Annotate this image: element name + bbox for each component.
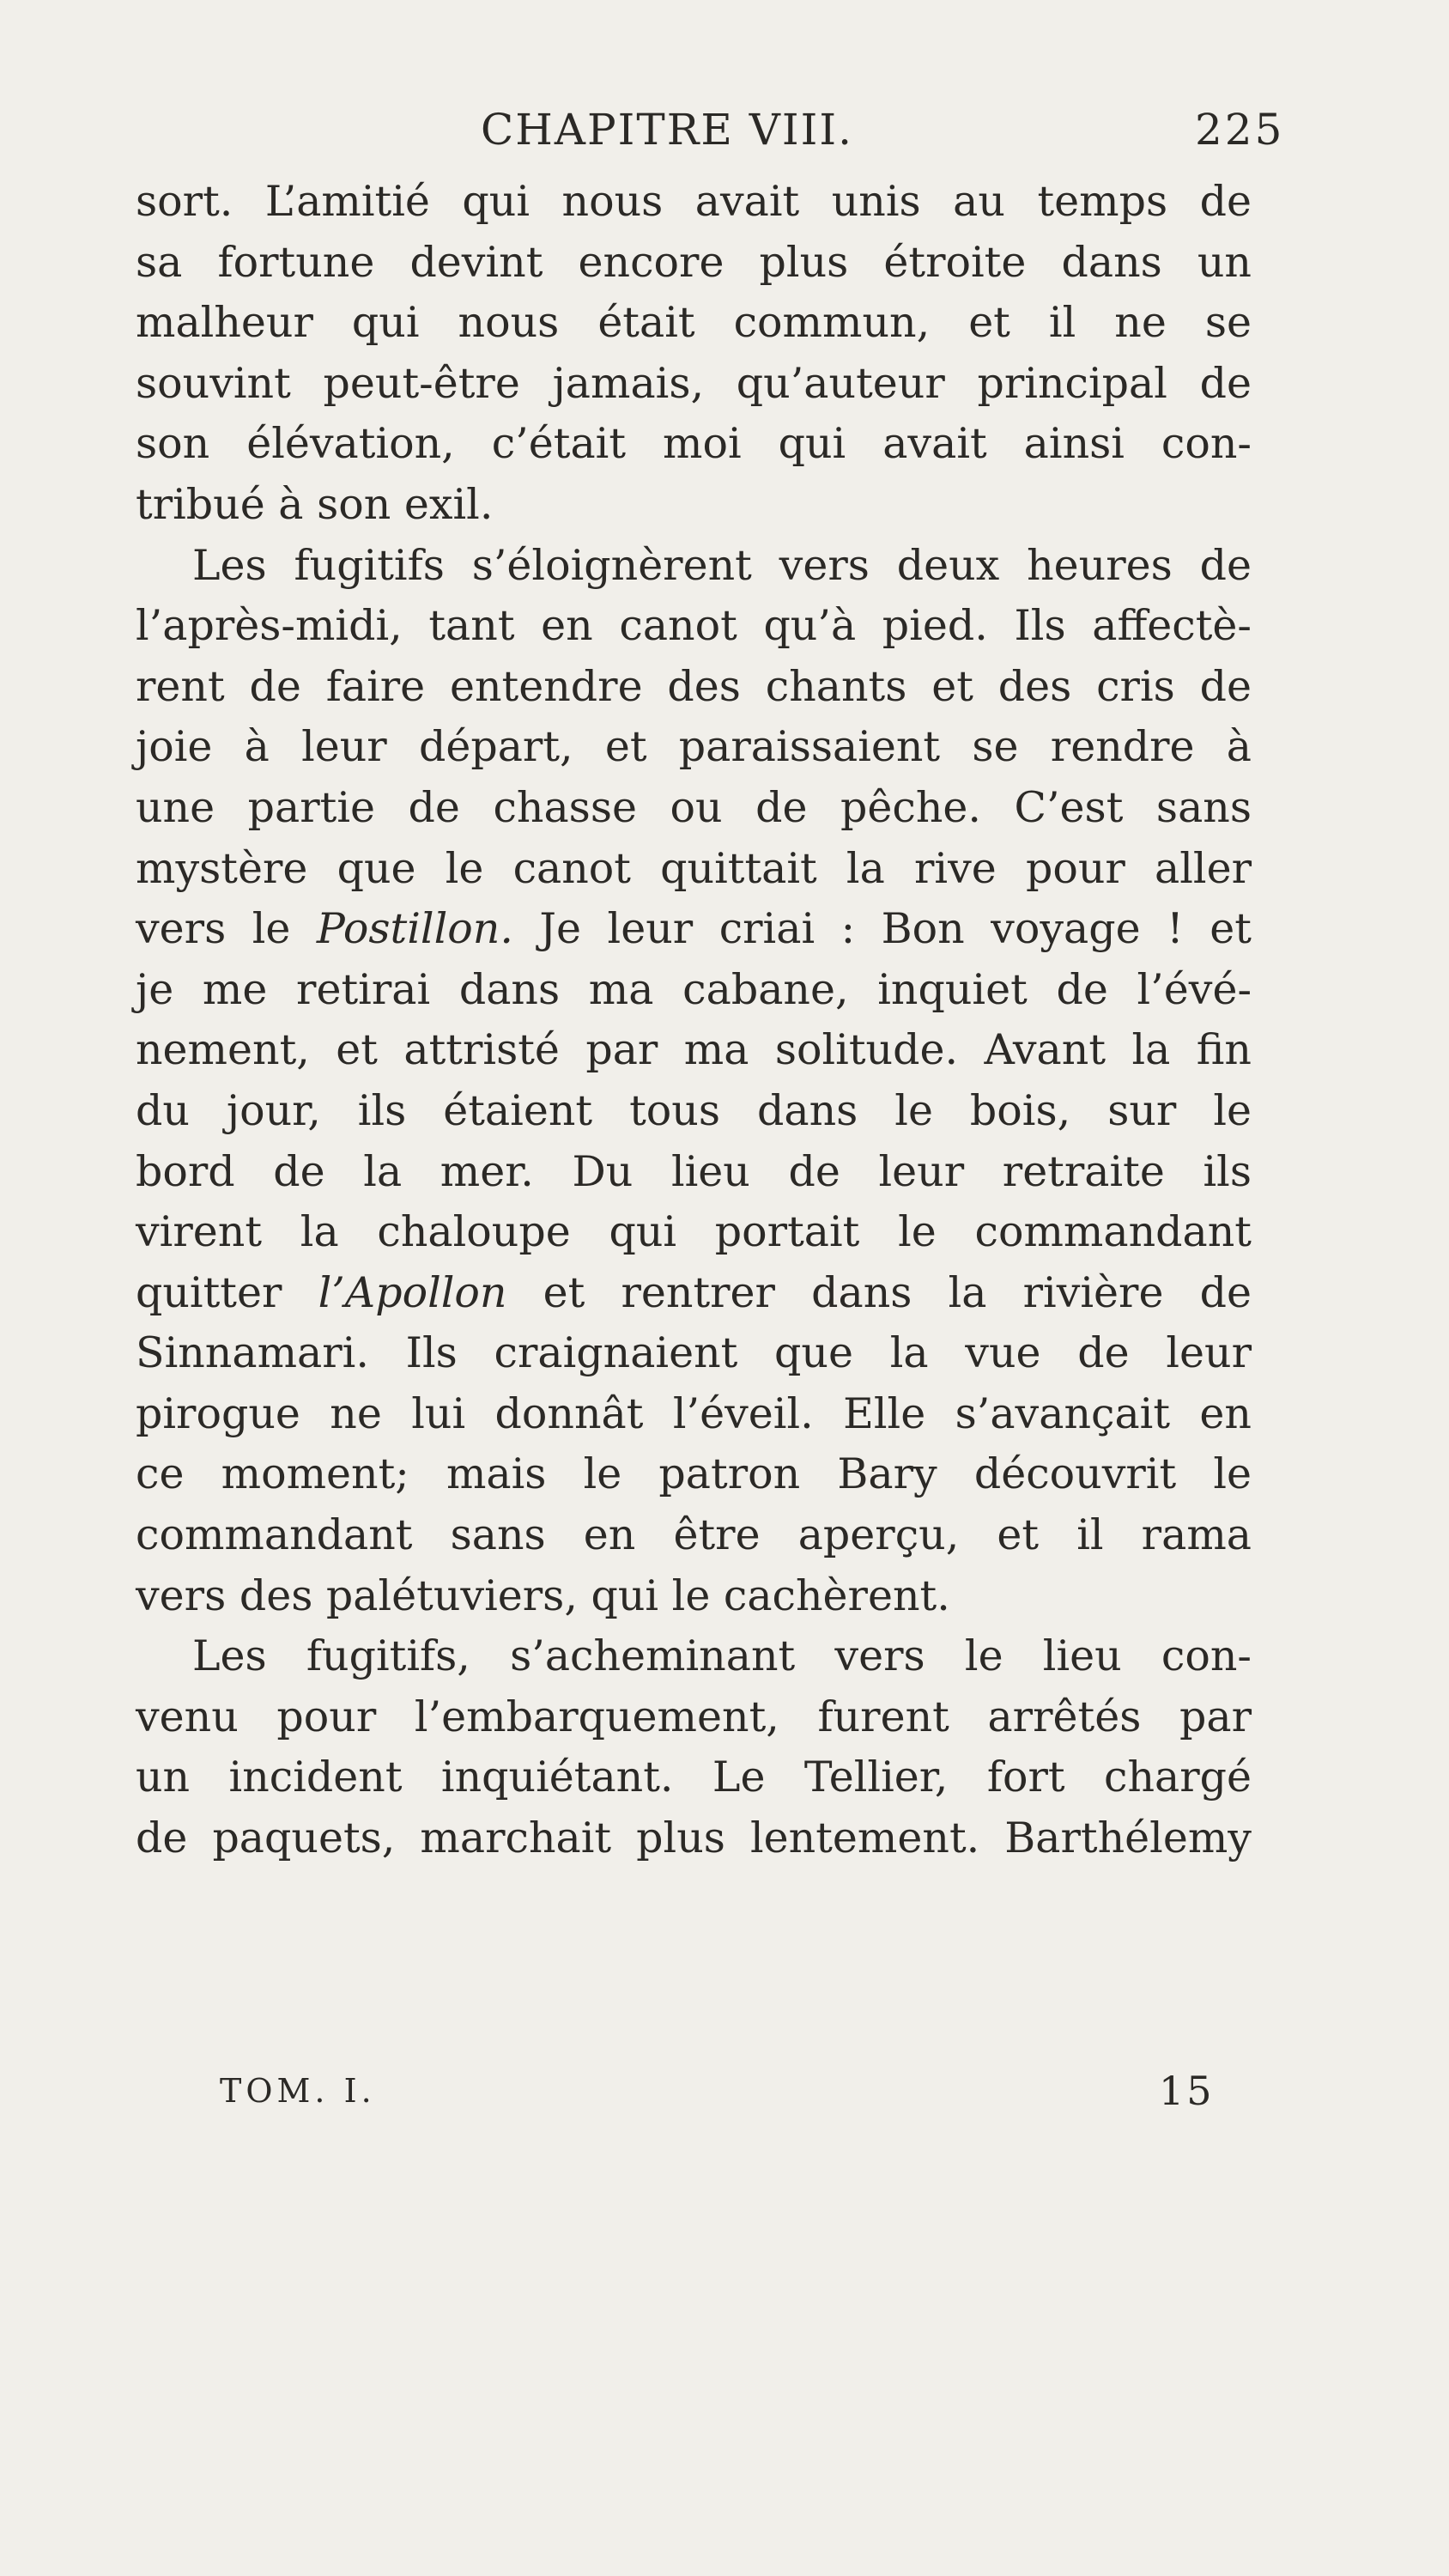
page-number: 225	[1195, 105, 1285, 155]
paragraph	[136, 1626, 1252, 1868]
text-line: son élévation, c’était moi qui avait ainsi con-	[136, 419, 1252, 469]
body-text	[136, 172, 1252, 1869]
text-line: une partie de chasse ou de pêche. C’est sans	[136, 782, 1252, 832]
text-line: malheur qui nous était commun, et il ne se	[136, 298, 1252, 348]
text-line: sort. L’amitié qui nous avait unis au temps de	[136, 177, 1252, 226]
text-line: vers des palétuviers, qui le cachèrent.	[136, 1571, 950, 1620]
text-line: l’après-midi, tant en canot qu’à pied. Ils affectè-	[136, 601, 1252, 651]
text-line: du jour, ils étaient tous dans le bois, sur le	[136, 1085, 1252, 1135]
text-segment: Je leur criai : Bon voyage ! et	[512, 904, 1252, 954]
text-segment: quitter	[136, 1267, 318, 1317]
page-header	[0, 100, 1449, 160]
page-footer	[0, 2065, 1449, 2117]
text-line: Sinnamari. Ils craignaient que la vue de leur	[136, 1328, 1252, 1378]
italic-title: l’Apollon	[318, 1267, 507, 1317]
text-line: de paquets, marchait plus lentement. Barthélemy	[136, 1814, 1252, 1863]
text-line: mystère que le canot quittait la rive pour aller	[136, 843, 1252, 893]
text-line: sa fortune devint encore plus étroite dans un	[136, 237, 1252, 287]
volume-signature: TOM. I.	[220, 2072, 376, 2110]
text-line: souvint peut-être jamais, qu’auteur principal de	[136, 358, 1252, 408]
text-line: commandant sans en être aperçu, et il rama	[136, 1510, 1252, 1560]
text-line: joie à leur départ, et paraissaient se rendre à	[136, 722, 1252, 772]
text-line: tribué à son exil.	[136, 479, 494, 529]
italic-title: Postillon.	[316, 904, 513, 954]
text-line: bord de la mer. Du lieu de leur retraite ils	[136, 1146, 1252, 1196]
running-title: CHAPITRE VIII.	[481, 105, 854, 155]
sheet-number: 15	[1159, 2068, 1215, 2114]
text-segment: et rentrer dans la rivière de	[506, 1267, 1252, 1317]
text-line: venu pour l’embarquement, furent arrêtés par	[136, 1692, 1252, 1741]
text-line: nement, et attristé par ma solitude. Avant la fin	[136, 1025, 1252, 1075]
text-segment: vers le	[136, 904, 317, 954]
text-line: rent de faire entendre des chants et des cris de	[136, 661, 1252, 711]
paragraph	[136, 536, 1252, 1627]
text-line	[136, 1263, 1252, 1324]
text-line: virent la chaloupe qui portait le commandant	[136, 1207, 1252, 1257]
text-line: je me retirai dans ma cabane, inquiet de l’évé-	[136, 964, 1252, 1014]
text-line: ce moment; mais le patron Bary découvrit le	[136, 1449, 1252, 1499]
text-line: Les fugitifs s’éloignèrent vers deux heures de	[192, 540, 1252, 590]
text-line: Les fugitifs, s’acheminant vers le lieu con-	[192, 1631, 1252, 1681]
text-line: un incident inquiétant. Le Tellier, fort chargé	[136, 1753, 1252, 1802]
text-line	[136, 899, 1252, 960]
text-line: pirogue ne lui donnât l’éveil. Elle s’avançait en	[136, 1388, 1252, 1438]
paragraph	[136, 172, 1252, 536]
